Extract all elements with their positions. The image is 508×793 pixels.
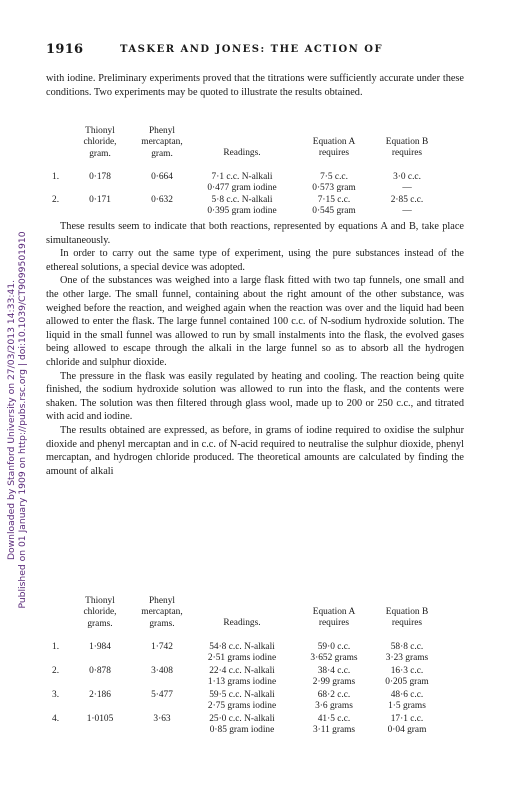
paragraph: The pressure in the flask was easily regulated by heating and cooling. The reaction being quite finished, the sodium hydroxide solution was allowed to run into the flask, and the contents were shaken. The solution was then filtered through glass wool, made up to 200 or 250 c.c., and titrated with acid and iodine. [46, 370, 464, 423]
readings-value: 54·8 c.c. N-alkali 2·51 grams iodine [207, 642, 277, 664]
page-header [46, 42, 466, 58]
paragraph: One of the substances was weighed into a large flask fitted with two tap funnels, one small and the other large. The small funnel, containing about the right amount of the other substance, was weighed before the reaction, and weighed again when the reaction was over and the liquid had been allowed to enter the flask. The large funnel contained 100 c.c. of N-sodium hydroxide solution. The liquid in the small funnel was allowed to run by small instalments into the flask, the evolved gases being allowed to escape through the alkali in the large funnel so as to absorb all the hydrogen chloride and sulphur dioxide. [46, 275, 464, 368]
table-row [52, 642, 470, 666]
table-row [52, 172, 470, 195]
eq-b-value: 17·1 c.c. 0·04 gram [387, 714, 427, 736]
readings-value: 22·4 c.c. N-alkali 1·13 grams iodine [207, 666, 277, 688]
eq-b-value: 16·3 c.c. 0·205 gram [385, 666, 429, 688]
paragraph: In order to carry out the same type of experiment, using the pure substances instead of the ethereal solutions, a special device was adopted. [46, 248, 464, 273]
thionyl-value: 0·171 [89, 195, 111, 205]
table-header [52, 596, 470, 642]
phenyl-value: 3·408 [151, 666, 173, 676]
col-header-readings: Readings. [223, 148, 261, 158]
row-number: 2. [52, 666, 60, 676]
thionyl-value: 1·984 [89, 642, 111, 652]
phenyl-value: 0·632 [151, 195, 173, 205]
row-number: 1. [52, 172, 60, 182]
paragraph: These results seem to indicate that both reactions, represented by equations A and B, take place simultaneously. [46, 221, 464, 246]
eq-b-value: 2·85 c.c. — [390, 195, 424, 217]
phenyl-value: 3·63 [153, 714, 171, 724]
row-number: 1. [52, 642, 60, 652]
readings-value: 25·0 c.c. N-alkali 0·85 gram iodine [209, 714, 275, 736]
col-header-eq-b: Equation B requires [385, 607, 429, 629]
results-table-2 [52, 596, 470, 738]
eq-a-value: 7·15 c.c. 0·545 gram [312, 195, 356, 217]
col-header-readings: Readings. [223, 618, 261, 628]
table-row [52, 666, 470, 690]
table-row [52, 714, 470, 738]
eq-a-value: 7·5 c.c. 0·573 gram [312, 172, 356, 194]
notice-line-published: Downloaded by Stanford University on 27/03/2013 14:33:41. [6, 279, 17, 561]
body-text [46, 220, 464, 478]
results-table-1 [52, 126, 470, 218]
table-row [52, 195, 470, 218]
col-header-eq-a: Equation A requires [312, 607, 356, 629]
col-header-eq-a: Equation A requires [312, 137, 356, 159]
download-notice-text [6, 231, 28, 608]
download-notice [2, 140, 32, 700]
col-header-phenyl: Phenyl mercaptan, gram. [141, 126, 183, 159]
row-number: 4. [52, 714, 60, 724]
phenyl-value: 1·742 [151, 642, 173, 652]
notice-line-downloaded: Published on 01 January 1909 on http://pubs.rsc.org | doi:10.1039/CT9099501910 [17, 231, 28, 609]
eq-a-value: 59·0 c.c. 3·652 grams [310, 642, 358, 664]
table-header [52, 126, 470, 172]
col-header-thionyl: Thionyl chloride, grams. [83, 596, 117, 629]
eq-a-value: 38·4 c.c. 2·99 grams [312, 666, 356, 688]
intro-paragraph: with iodine. Preliminary experiments proved that the titrations were sufficiently accurate under these conditions. Two experiments may be quoted to illustrate the results obtained. [46, 73, 464, 98]
col-header-phenyl: Phenyl mercaptan, grams. [141, 596, 183, 629]
row-number: 2. [52, 195, 60, 205]
eq-a-value: 68·2 c.c. 3·6 grams [315, 690, 353, 712]
col-header-eq-b: Equation B requires [385, 137, 429, 159]
table-row [52, 690, 470, 714]
readings-value: 7·1 c.c. N-alkali 0·477 gram iodine [207, 172, 277, 194]
thionyl-value: 2·186 [89, 690, 111, 700]
running-title: TASKER AND JONES: THE ACTION OF [120, 44, 384, 55]
eq-b-value: 48·6 c.c. 1·5 grams [388, 690, 426, 712]
paragraph: The results obtained are expressed, as before, in grams of iodine required to oxidise the sulphur dioxide and phenyl mercaptan and in c.c. of N-acid required to neutralise the sulphur dioxide, phenyl mercaptan, and hydrogen chloride produced. The theoretical amounts are calculated by finding the amount of alkali [46, 424, 464, 477]
phenyl-value: 0·664 [151, 172, 173, 182]
thionyl-value: 0·878 [89, 666, 111, 676]
readings-value: 5·8 c.c. N-alkali 0·395 gram iodine [207, 195, 277, 217]
thionyl-value: 0·178 [89, 172, 111, 182]
phenyl-value: 5·477 [151, 690, 173, 700]
intro-text [46, 72, 464, 99]
eq-a-value: 41·5 c.c. 3·11 grams [312, 714, 356, 736]
thionyl-value: 1·0105 [86, 714, 114, 724]
readings-value: 59·5 c.c. N-alkali 2·75 grams iodine [207, 690, 277, 712]
eq-b-value: 58·8 c.c. 3·23 grams [385, 642, 429, 664]
row-number: 3. [52, 690, 60, 700]
col-header-thionyl: Thionyl chloride, gram. [83, 126, 117, 159]
eq-b-value: 3·0 c.c. — [393, 172, 421, 194]
page-number: 1916 [46, 42, 84, 57]
